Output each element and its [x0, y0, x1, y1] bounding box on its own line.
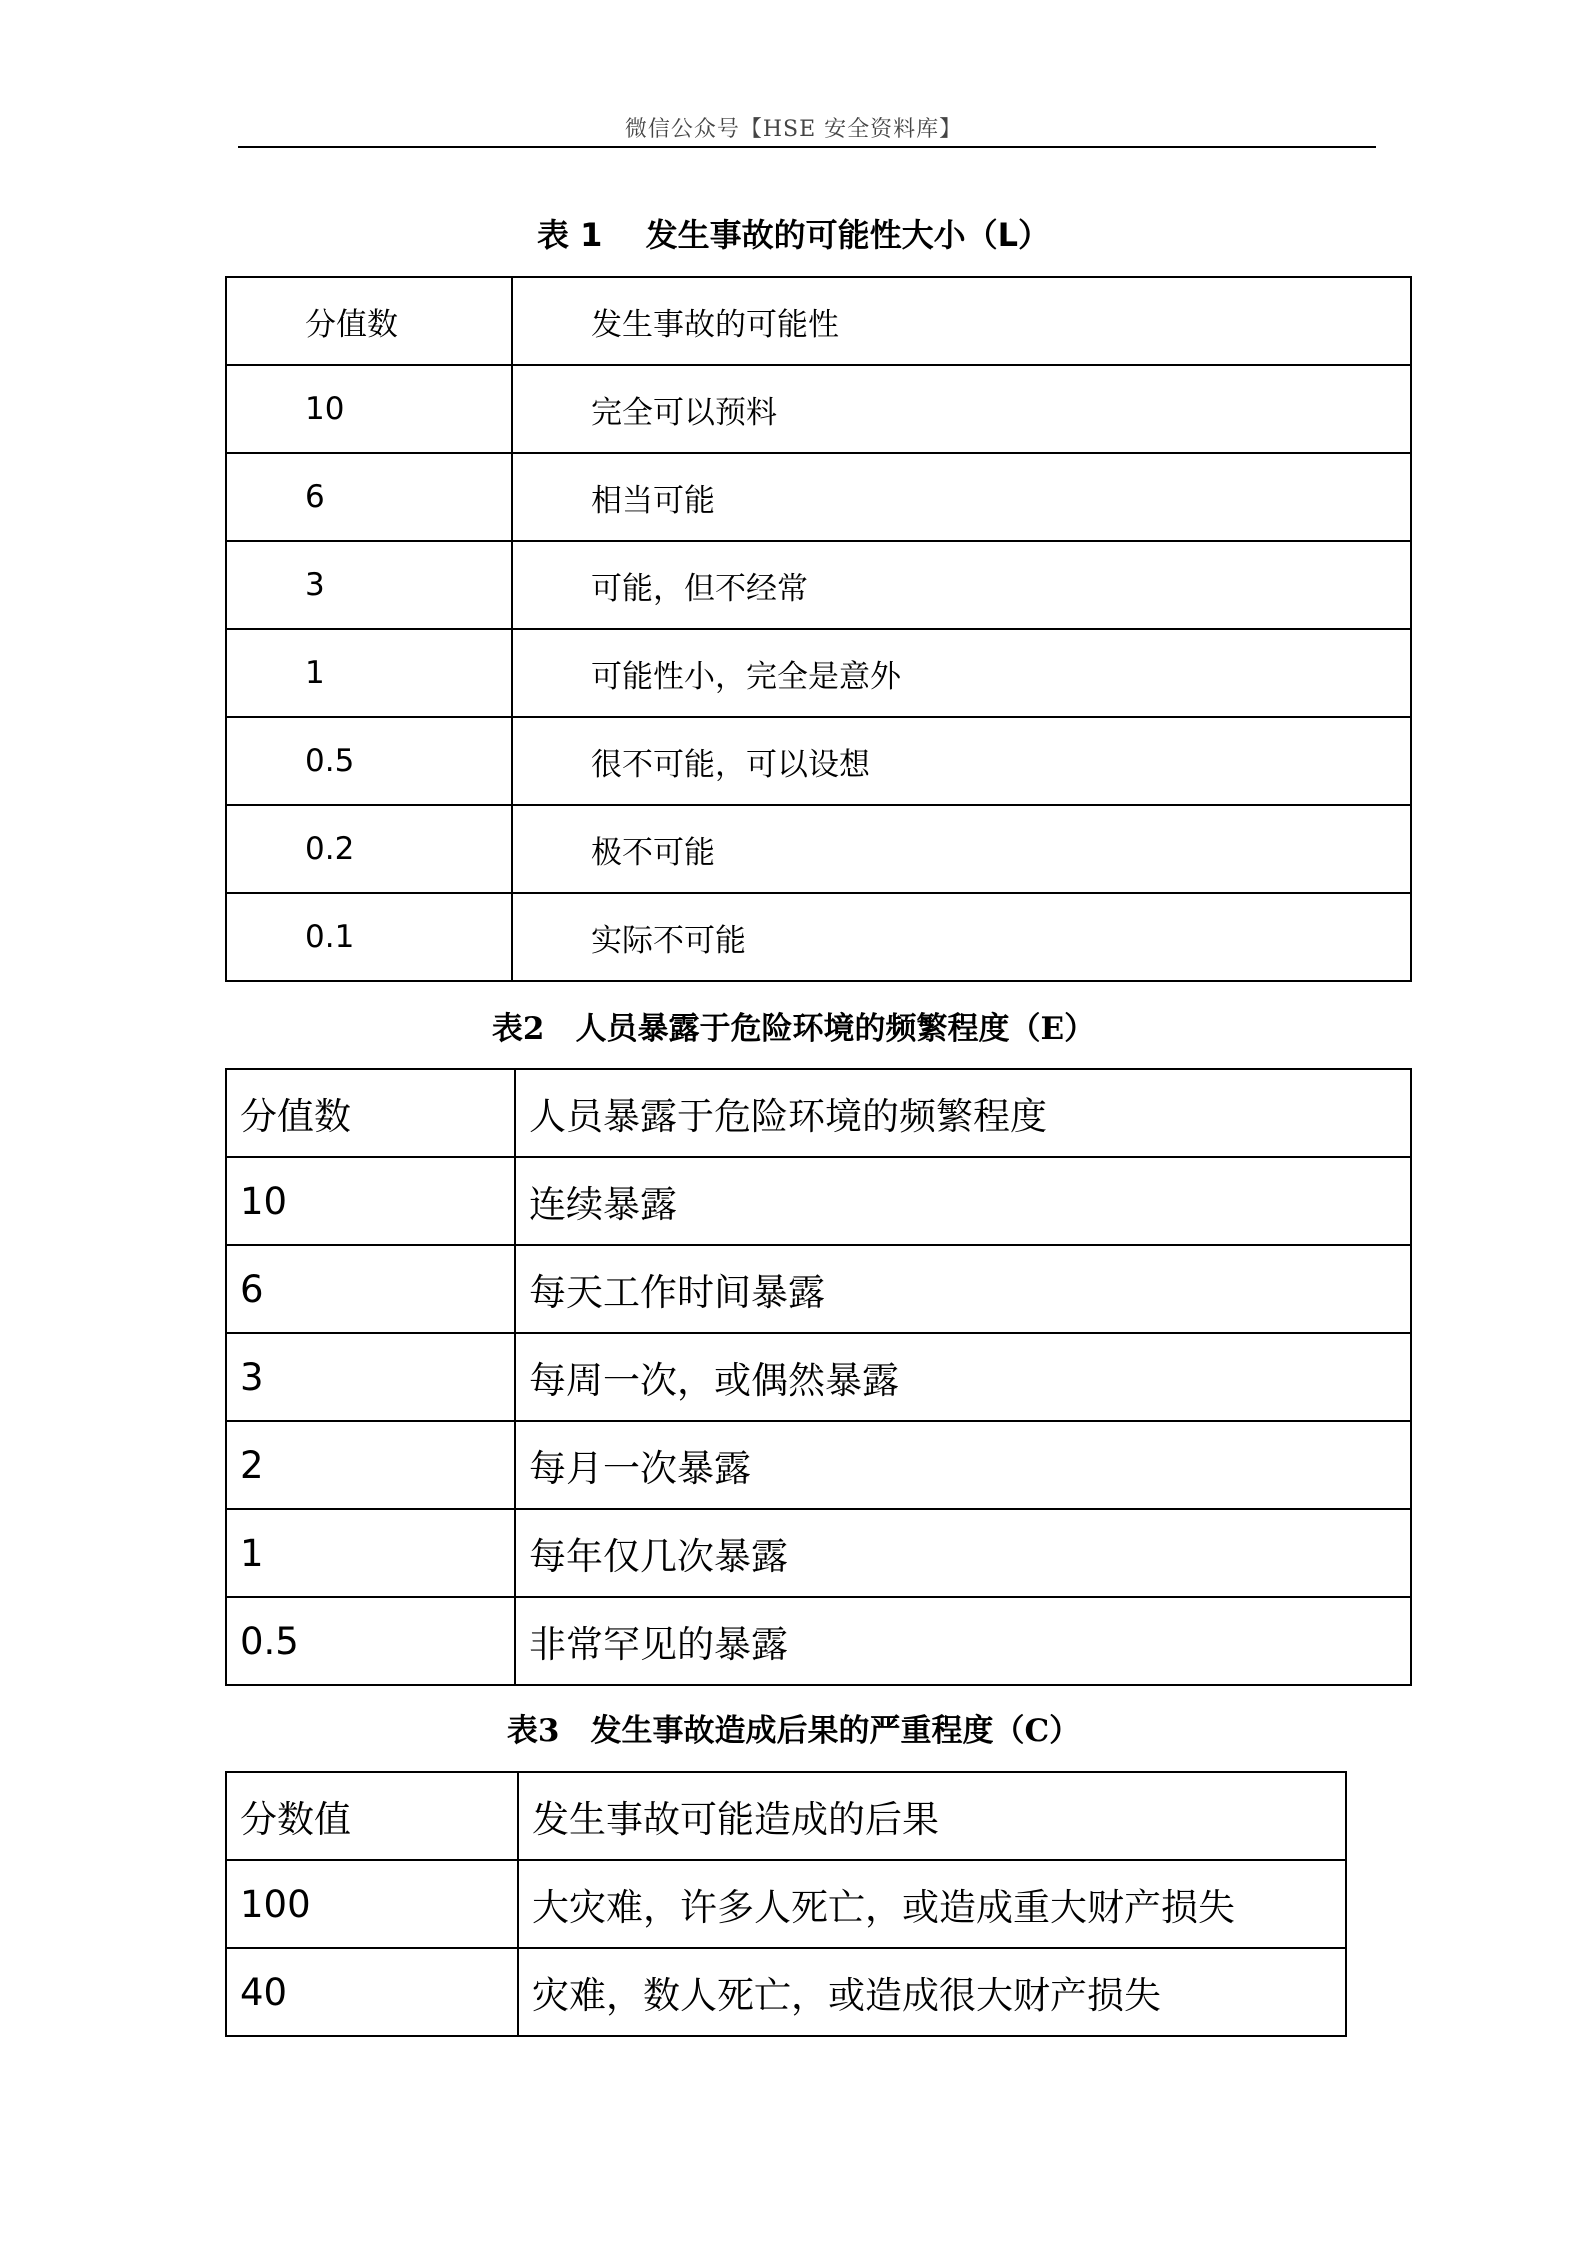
- table-row: [226, 893, 1411, 981]
- table1-caption: 表 1 发生事故的可能性大小（L）: [537, 216, 1050, 254]
- score-cell: 40: [226, 1948, 518, 2036]
- description-cell: 极不可能: [512, 805, 1411, 893]
- exposure-frequency-table: [225, 1068, 1412, 1686]
- score-cell: 3: [226, 1333, 515, 1421]
- table-row: [226, 1157, 1411, 1245]
- score-cell: 0.5: [226, 717, 512, 805]
- likelihood-table: [225, 276, 1412, 982]
- description-header-cell: 人员暴露于危险环境的频繁程度: [515, 1069, 1411, 1157]
- description-cell: 每天工作时间暴露: [515, 1245, 1411, 1333]
- description-cell: 可能，但不经常: [512, 541, 1411, 629]
- table-row: [226, 1333, 1411, 1421]
- header-divider: [238, 146, 1376, 148]
- table-row: [226, 805, 1411, 893]
- description-cell: 灾难，数人死亡，或造成很大财产损失: [518, 1948, 1346, 2036]
- description-cell: 每月一次暴露: [515, 1421, 1411, 1509]
- score-cell: 100: [226, 1860, 518, 1948]
- description-cell: 非常罕见的暴露: [515, 1597, 1411, 1685]
- table-row: [226, 629, 1411, 717]
- table-row: [226, 1597, 1411, 1685]
- description-header-cell: 发生事故的可能性: [512, 277, 1411, 365]
- table-row: [226, 365, 1411, 453]
- score-cell: 0.5: [226, 1597, 515, 1685]
- consequence-severity-table: [225, 1771, 1347, 2037]
- table2-caption: 表2 人员暴露于危险环境的频繁程度（E）: [491, 1011, 1096, 1047]
- table-row: [226, 1245, 1411, 1333]
- table-header-row: [226, 1069, 1411, 1157]
- description-header-cell: 发生事故可能造成的后果: [518, 1772, 1346, 1860]
- score-cell: 3: [226, 541, 512, 629]
- score-cell: 0.1: [226, 893, 512, 981]
- table-row: [226, 453, 1411, 541]
- score-cell: 10: [226, 365, 512, 453]
- score-cell: 6: [226, 1245, 515, 1333]
- table-row: [226, 1421, 1411, 1509]
- table-header-row: [226, 1772, 1346, 1860]
- description-cell: 可能性小，完全是意外: [512, 629, 1411, 717]
- table-row: [226, 1860, 1346, 1948]
- score-cell: 10: [226, 1157, 515, 1245]
- description-cell: 大灾难，许多人死亡，或造成重大财产损失: [518, 1860, 1346, 1948]
- table-header-row: [226, 277, 1411, 365]
- table-row: [226, 541, 1411, 629]
- score-cell: 1: [226, 629, 512, 717]
- description-cell: 每年仅几次暴露: [515, 1509, 1411, 1597]
- table3-caption: 表3 发生事故造成后果的严重程度（C）: [506, 1713, 1081, 1749]
- score-header-cell: 分值数: [226, 277, 512, 365]
- description-cell: 相当可能: [512, 453, 1411, 541]
- score-cell: 1: [226, 1509, 515, 1597]
- description-cell: 很不可能，可以设想: [512, 717, 1411, 805]
- score-header-cell: 分数值: [226, 1772, 518, 1860]
- score-header-cell: 分值数: [226, 1069, 515, 1157]
- table-row: [226, 717, 1411, 805]
- description-cell: 完全可以预料: [512, 365, 1411, 453]
- page-header: 微信公众号【HSE 安全资料库】: [624, 117, 963, 142]
- score-cell: 0.2: [226, 805, 512, 893]
- score-cell: 2: [226, 1421, 515, 1509]
- table-row: [226, 1509, 1411, 1597]
- score-cell: 6: [226, 453, 512, 541]
- table-row: [226, 1948, 1346, 2036]
- description-cell: 实际不可能: [512, 893, 1411, 981]
- description-cell: 连续暴露: [515, 1157, 1411, 1245]
- description-cell: 每周一次，或偶然暴露: [515, 1333, 1411, 1421]
